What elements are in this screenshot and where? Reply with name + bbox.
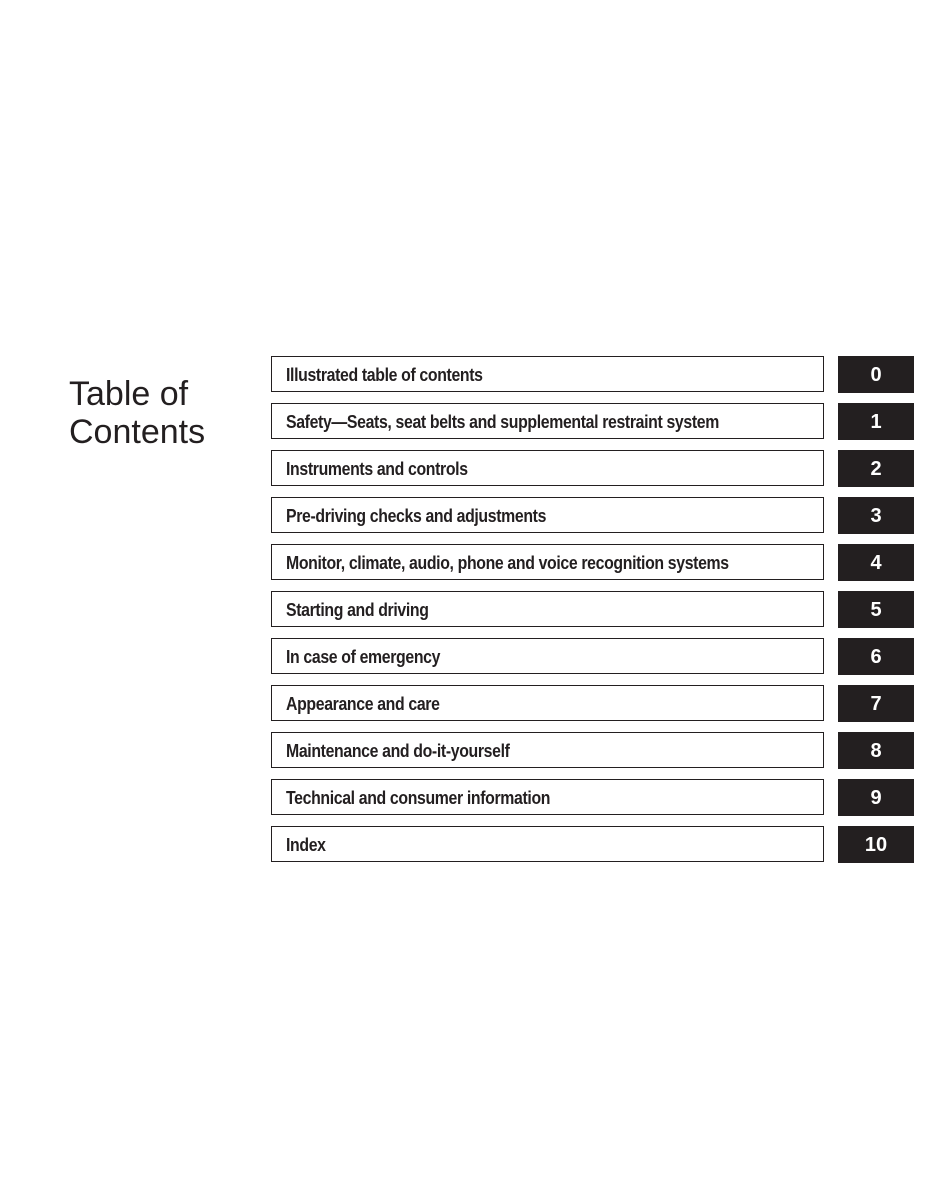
toc-section-tab[interactable]: 0 <box>838 356 914 393</box>
toc-entry-label: Technical and consumer information <box>286 788 551 808</box>
toc-entry-label: Maintenance and do-it-yourself <box>286 741 510 761</box>
toc-section-tab[interactable]: 10 <box>838 826 914 863</box>
toc-entry-box[interactable] <box>271 591 824 627</box>
toc-entry-box[interactable] <box>271 403 824 439</box>
toc-entry-box[interactable] <box>271 544 824 580</box>
toc-entry-maintenance[interactable] <box>271 732 914 769</box>
toc-section-tab[interactable]: 6 <box>838 638 914 675</box>
toc-entry-box[interactable] <box>271 826 824 862</box>
toc-entry-label: Safety—Seats, seat belts and supplemental restraint system <box>286 412 719 432</box>
toc-entry-label: Index <box>286 835 326 855</box>
toc-entry-index[interactable] <box>271 826 914 863</box>
page-title-line-2: Contents <box>69 412 206 451</box>
toc-entry-technical-and-consumer-information[interactable] <box>271 779 914 816</box>
toc-section-tab[interactable]: 5 <box>838 591 914 628</box>
toc-entry-label: Illustrated table of contents <box>286 365 483 385</box>
toc-entry-instruments-and-controls[interactable] <box>271 450 914 487</box>
toc-entry-box[interactable] <box>271 356 824 392</box>
toc-entry-in-case-of-emergency[interactable] <box>271 638 914 675</box>
toc-section-tab[interactable]: 1 <box>838 403 914 440</box>
toc-entry-safety[interactable] <box>271 403 914 440</box>
toc-entry-pre-driving-checks[interactable] <box>271 497 914 534</box>
toc-entry-monitor-climate-audio[interactable] <box>271 544 914 581</box>
toc-entry-label: Pre-driving checks and adjustments <box>286 506 547 526</box>
toc-entry-box[interactable] <box>271 450 824 486</box>
toc-entry-box[interactable] <box>271 685 824 721</box>
toc-entry-illustrated-table-of-contents[interactable] <box>271 356 914 393</box>
toc-entry-starting-and-driving[interactable] <box>271 591 914 628</box>
toc-section-tab[interactable]: 4 <box>838 544 914 581</box>
toc-entry-box[interactable] <box>271 497 824 533</box>
toc-entry-label: Monitor, climate, audio, phone and voice recognition systems <box>286 553 729 573</box>
toc-section-tab[interactable]: 7 <box>838 685 914 722</box>
toc-section-tab[interactable]: 9 <box>838 779 914 816</box>
toc-entry-label: Starting and driving <box>286 600 429 620</box>
page-title-line-1: Table of <box>69 374 189 413</box>
toc-section-tab[interactable]: 8 <box>838 732 914 769</box>
toc-entry-label: In case of emergency <box>286 647 441 667</box>
toc-entry-box[interactable] <box>271 638 824 674</box>
toc-entry-label: Instruments and controls <box>286 459 468 479</box>
page-title <box>69 375 259 451</box>
toc-section-tab[interactable]: 2 <box>838 450 914 487</box>
toc-list <box>271 356 914 873</box>
toc-section-tab[interactable]: 3 <box>838 497 914 534</box>
toc-entry-appearance-and-care[interactable] <box>271 685 914 722</box>
toc-entry-box[interactable] <box>271 779 824 815</box>
toc-entry-box[interactable] <box>271 732 824 768</box>
toc-entry-label: Appearance and care <box>286 694 440 714</box>
